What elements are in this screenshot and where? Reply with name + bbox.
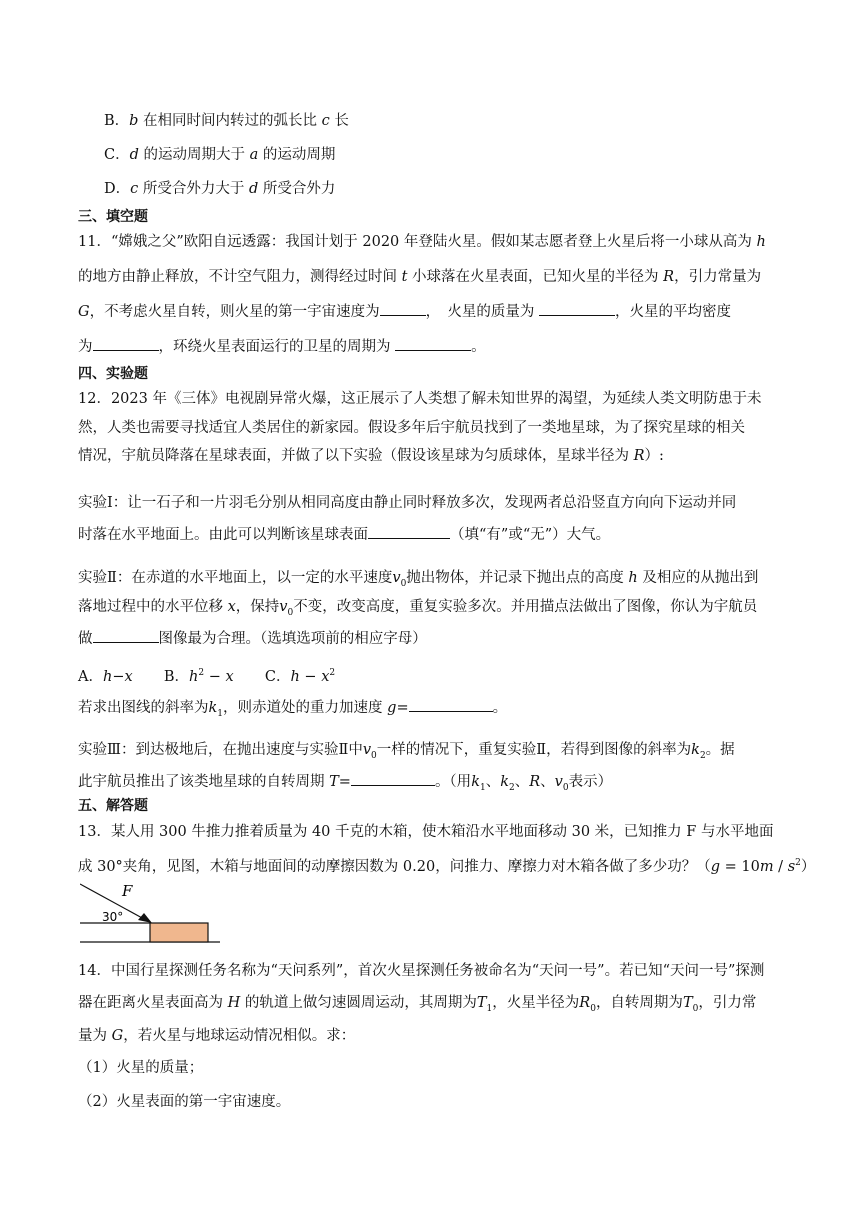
q12-text: 情况，宇航员降落在星球表面，并做了以下实验（假设该星球为匀质球体，星球半径为 bbox=[78, 448, 634, 464]
answer-blank[interactable] bbox=[380, 301, 426, 316]
q11-line-4 bbox=[78, 336, 788, 357]
q14-sub-question-1: （1）火星的质量； bbox=[78, 1060, 204, 1076]
option-d-letter: D． bbox=[104, 181, 131, 197]
q12-text: 。 bbox=[492, 700, 508, 716]
q12-text: 若求出图线的斜率为 bbox=[78, 700, 209, 716]
option-c[interactable] bbox=[104, 145, 814, 165]
option-expr: h − x bbox=[290, 668, 330, 685]
q14-sub-question-2: （2）火星表面的第一宇宙速度。 bbox=[78, 1094, 291, 1110]
q14-text: 量为 bbox=[78, 1028, 112, 1044]
q12-text: 。据 bbox=[705, 742, 735, 758]
q12-line-11 bbox=[78, 740, 788, 766]
subscript: 1 bbox=[486, 1003, 493, 1014]
var: G bbox=[111, 1028, 124, 1044]
q12-text: 图像最为合理。（选填选项前的相应字母） bbox=[158, 631, 427, 647]
q12-text: ，保持 bbox=[235, 599, 280, 615]
q13-text: 成 30°夹角，见图，木箱与地面间的动摩擦因数为 0.20，问推力、摩擦力对木箱各做了多少功？ bbox=[78, 858, 697, 875]
q11-text: 小球落在火星表面，已知火星的半径为 bbox=[407, 269, 664, 285]
superscript: 2 bbox=[198, 668, 205, 678]
q12-text: 、 bbox=[485, 774, 501, 790]
q13-line-2 bbox=[78, 853, 816, 877]
q12-line-7 bbox=[78, 597, 788, 623]
q12-text: （填“有”或“无”）大气。 bbox=[450, 527, 611, 543]
var: R bbox=[529, 774, 541, 790]
option-text: 长 bbox=[329, 113, 349, 129]
q12-text: 落地过程中的水平位移 bbox=[78, 599, 228, 615]
q12-text: 时落在水平地面上。由此可以判断该星球表面 bbox=[78, 527, 368, 543]
option-text: 所受合外力大于 bbox=[138, 181, 249, 197]
var: G bbox=[78, 304, 90, 320]
option-text: 的运动周期大于 bbox=[138, 147, 250, 163]
option-letter: C． bbox=[264, 668, 291, 685]
var: T bbox=[682, 995, 693, 1011]
q12-text: = bbox=[396, 700, 409, 716]
option-b[interactable] bbox=[104, 111, 814, 131]
subscript: 1 bbox=[217, 708, 224, 719]
q12-text: 抛出物体，并记录下抛出点的高度 bbox=[406, 570, 629, 586]
q12-text: 一样的情况下，重复实验Ⅱ，若得到图像的斜率为 bbox=[376, 742, 692, 758]
q12-option-b[interactable] bbox=[164, 669, 234, 685]
q12-text: 、 bbox=[514, 774, 530, 790]
q12-line-8 bbox=[78, 628, 788, 649]
q12-line-4: 实验Ⅰ：让一石子和一片羽毛分别从相同高度由静止同时释放多次，发现两者总沿竖直方向向下运动并同 bbox=[78, 495, 737, 511]
q11-text: ，不考虑火星自转，则火星的第一宇宙速度为 bbox=[89, 304, 380, 320]
option-expr: − x bbox=[204, 668, 234, 685]
q14-text: 的轨道上做匀速圆周运动，其周期为 bbox=[240, 995, 477, 1011]
q12-text: ）: bbox=[644, 448, 664, 464]
q11-text: 的地方由静止释放，不计空气阻力，测得经过时间 bbox=[78, 269, 402, 285]
var: H bbox=[227, 995, 241, 1011]
var: k bbox=[471, 774, 480, 790]
q11-line-3 bbox=[78, 301, 788, 322]
var: T bbox=[329, 774, 339, 790]
var: v bbox=[554, 774, 563, 790]
q11-text: ，环绕火星表面运行的卫星的周期为 bbox=[158, 339, 396, 355]
q12-line-1: 12．2023 年《三体》电视剧异常火爆，这正展示了人类想了解未知世界的渴望，为延续人类文明防患于未 bbox=[78, 391, 762, 407]
var: d bbox=[248, 181, 259, 197]
var: c bbox=[130, 181, 139, 197]
var: d bbox=[129, 147, 139, 163]
q14-line-3 bbox=[78, 1026, 788, 1046]
q13-text: ） bbox=[800, 858, 816, 875]
section-heading-experiment: 四、实验题 bbox=[78, 366, 148, 382]
q12-text: = bbox=[338, 774, 351, 790]
wooden-box bbox=[150, 923, 208, 942]
var: s bbox=[787, 858, 796, 875]
option-text: 在相同时间内转过的弧长比 bbox=[138, 113, 322, 129]
answer-blank[interactable] bbox=[368, 524, 450, 539]
var: v bbox=[279, 599, 288, 615]
section-heading-fill-in: 三、填空题 bbox=[78, 209, 148, 225]
superscript: 2 bbox=[329, 668, 336, 678]
answer-blank[interactable] bbox=[395, 336, 471, 351]
q12-line-2: 然，人类也需要寻找适宜人类居住的新家园。假设多年后宇航员找到了一类地星球，为了探究星球的相关 bbox=[78, 420, 745, 436]
q12-text: ，则赤道处的重力加速度 bbox=[223, 700, 388, 716]
q14-text: ，若火星与地球运动情况相似。求： bbox=[123, 1028, 356, 1044]
var: x bbox=[227, 599, 236, 615]
q11-line-2 bbox=[78, 267, 788, 287]
q12-line-6 bbox=[78, 568, 788, 594]
q12-option-a[interactable] bbox=[78, 669, 133, 685]
var: h bbox=[628, 570, 638, 586]
var: R bbox=[579, 995, 591, 1011]
q14-text: ，火星半径为 bbox=[492, 995, 580, 1011]
option-text: 所受合外力 bbox=[258, 181, 336, 197]
var: R bbox=[633, 448, 645, 464]
q12-option-c[interactable] bbox=[265, 669, 335, 685]
option-letter: B． bbox=[163, 668, 190, 685]
q14-text: ，自转周期为 bbox=[595, 995, 683, 1011]
answer-blank[interactable] bbox=[93, 628, 159, 643]
var: b bbox=[129, 113, 139, 129]
q13-text: （ bbox=[696, 858, 711, 875]
option-c-letter: C． bbox=[104, 147, 130, 163]
superscript: 2 bbox=[795, 858, 801, 868]
q11-text: ，引力常量为 bbox=[674, 269, 762, 285]
var: g bbox=[710, 858, 720, 875]
q12-line-5 bbox=[78, 524, 788, 545]
q14-line-1: 14．中国行星探测任务名称为“天问系列”，首次火星探测任务被命名为“天问一号”。若已知“天问一号”探测 bbox=[78, 963, 765, 979]
force-label: F bbox=[122, 882, 133, 900]
q14-text: 器在距离火星表面高为 bbox=[78, 995, 228, 1011]
subscript: 0 bbox=[692, 1003, 699, 1014]
push-box-figure bbox=[80, 880, 220, 944]
option-d[interactable] bbox=[104, 179, 814, 199]
var: k bbox=[691, 742, 700, 758]
q12-line-3 bbox=[78, 446, 788, 466]
answer-blank[interactable] bbox=[539, 301, 615, 316]
var: v bbox=[392, 570, 401, 586]
answer-blank[interactable] bbox=[409, 697, 493, 712]
option-letter: A． bbox=[78, 668, 103, 685]
q12-options bbox=[78, 663, 788, 687]
q12-text: 此宇航员推出了该类地星球的自转周期 bbox=[78, 774, 330, 790]
q11-line-1 bbox=[78, 232, 788, 252]
q11-text: ， 火星的质量为 bbox=[425, 304, 539, 320]
answer-blank[interactable] bbox=[351, 771, 435, 786]
section-heading-answer: 五、解答题 bbox=[78, 798, 148, 814]
var: g bbox=[387, 700, 397, 716]
q11-text: ，火星的平均密度 bbox=[614, 304, 731, 320]
var: k bbox=[500, 774, 510, 790]
q14-text: ，引力常 bbox=[698, 995, 757, 1011]
var: k bbox=[208, 700, 218, 716]
q13-text: / bbox=[773, 858, 788, 875]
var: t bbox=[401, 269, 408, 285]
var: h bbox=[189, 668, 199, 685]
q12-text: 实验Ⅲ：到达极地后，在抛出速度与实验Ⅱ中 bbox=[78, 742, 363, 758]
option-b-letter: B． bbox=[104, 113, 130, 129]
q12-line-12 bbox=[78, 771, 788, 798]
var: h bbox=[756, 234, 766, 250]
subscript: 0 bbox=[590, 1003, 596, 1014]
var: c bbox=[321, 113, 330, 129]
q12-text: 做 bbox=[78, 631, 93, 647]
q11-text: 。 bbox=[471, 339, 486, 355]
answer-blank[interactable] bbox=[93, 336, 159, 351]
q12-text: 。（用 bbox=[434, 774, 472, 790]
arrow-head-icon bbox=[138, 913, 152, 923]
subscript: 0 bbox=[562, 782, 569, 793]
var: a bbox=[249, 147, 259, 163]
q13-text: = 10 bbox=[720, 858, 760, 875]
angle-label: 30° bbox=[102, 910, 124, 924]
var: v bbox=[362, 742, 372, 758]
var: m bbox=[759, 858, 774, 875]
var: R bbox=[663, 269, 675, 285]
subscript: 1 bbox=[479, 782, 486, 793]
q12-text: 不变，改变高度，重复实验多次。并用描点法做出了图像，你认为宇航员 bbox=[293, 599, 758, 615]
q12-text: 表示） bbox=[568, 774, 613, 790]
subscript: 0 bbox=[287, 607, 294, 618]
q12-text: 、 bbox=[540, 774, 555, 790]
option-expr: h−x bbox=[102, 668, 133, 685]
subscript: 0 bbox=[371, 750, 377, 761]
q14-line-2 bbox=[78, 993, 788, 1019]
q12-line-10 bbox=[78, 697, 788, 724]
option-text: 的运动周期 bbox=[258, 147, 336, 163]
subscript: 2 bbox=[509, 782, 515, 793]
q11-text: 11．“嫦娥之父”欧阳自远透露：我国计划于 2020 年登陆火星。假如某志愿者登上火星后将一小球从高为 bbox=[78, 234, 757, 250]
subscript: 0 bbox=[400, 578, 407, 589]
q12-text: 及相应的从抛出到 bbox=[637, 570, 759, 586]
q12-text: 实验Ⅱ：在赤道的水平地面上，以一定的水平速度 bbox=[78, 570, 393, 586]
var: T bbox=[476, 995, 487, 1011]
q13-line-1: 13．某人用 300 牛推力推着质量为 40 千克的木箱，使木箱沿水平地面移动 30 米，已知推力 F 与水平地面 bbox=[78, 824, 774, 840]
q11-text: 为 bbox=[78, 339, 93, 355]
subscript: 2 bbox=[699, 750, 706, 761]
